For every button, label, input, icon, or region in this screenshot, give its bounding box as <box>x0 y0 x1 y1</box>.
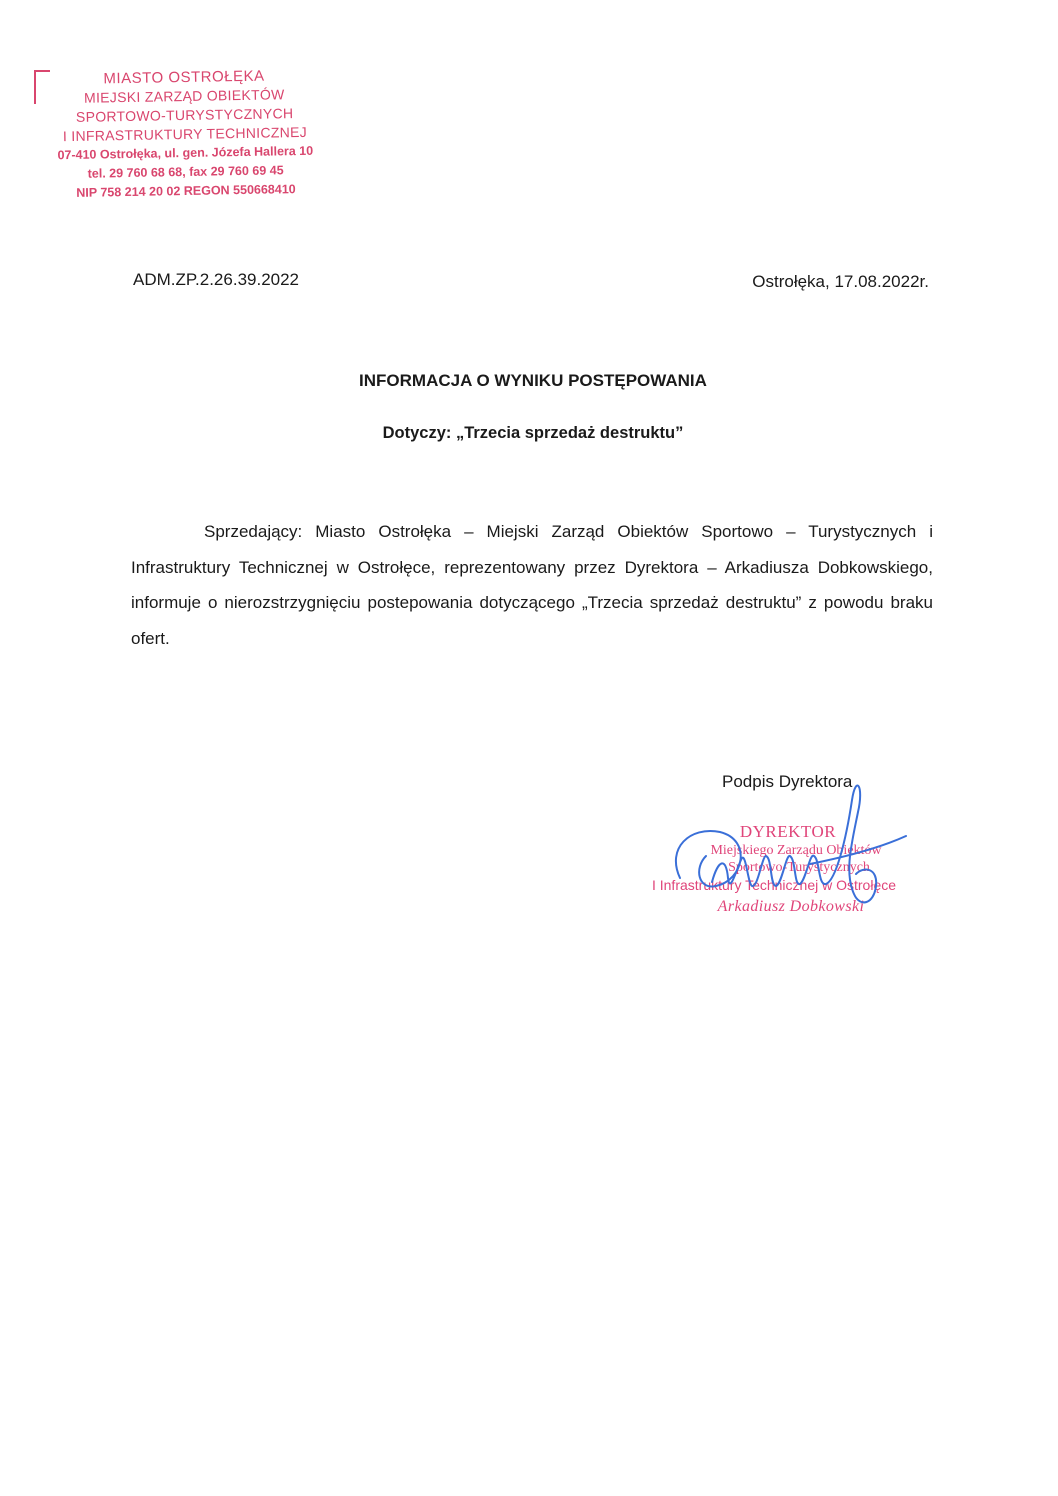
header-stamp-address: 07-410 Ostrołęka, ul. gen. Józefa Hallera 10 <box>57 143 314 163</box>
header-stamp-phone: tel. 29 760 68 68, fax 29 760 69 45 <box>87 163 284 181</box>
handwritten-signature <box>660 760 920 930</box>
body-paragraph: Sprzedający: Miasto Ostrołęka – Miejski Zarząd Obiektów Sportowo – Turystycznych i Infrastruktury Technicznej w Ostrołęce, reprezentowany przez Dyrektora – Arkadiusza Dobkowskiego, informuje o nierozstrzygnięciu postepowania dotyczącego „Trzecia sprzedaż destruktu” z powodu braku ofert. <box>131 522 933 648</box>
place-date: Ostrołęka, 17.08.2022r. <box>752 272 929 291</box>
signature-stamp-line: I Infrastruktury Technicznej w Ostrołęce <box>651 877 897 893</box>
document-subject: Dotyczy: „Trzecia sprzedaż destruktu” <box>382 424 684 442</box>
header-stamp-line: MIASTO OSTROŁĘKA <box>103 67 265 88</box>
document-title: INFORMACJA O WYNIKU POSTĘPOWANIA <box>359 371 707 390</box>
signature-stamp-name: Arkadiusz Dobkowski <box>717 898 865 915</box>
signature-stamp-line: Miejskiego Zarządu Obiektów <box>710 843 882 858</box>
header-stamp-line: I INFRASTRUKTURY TECHNICZNEJ <box>62 123 308 145</box>
signature-stamp-line: DYREKTOR <box>739 822 837 841</box>
header-stamp-line: MIEJSKI ZARZĄD OBIEKTÓW <box>83 86 285 106</box>
header-stamp <box>29 65 341 203</box>
reference-number: ADM.ZP.2.26.39.2022 <box>133 270 300 289</box>
header-stamp-ids: NIP 758 214 20 02 REGON 550668410 <box>76 182 296 200</box>
header-stamp-line: SPORTOWO-TURYSTYCZNYCH <box>75 105 294 125</box>
signature-label: Podpis Dyrektora <box>722 772 853 791</box>
signature-stamp-line: Sportowo-Turystycznych <box>728 860 870 875</box>
